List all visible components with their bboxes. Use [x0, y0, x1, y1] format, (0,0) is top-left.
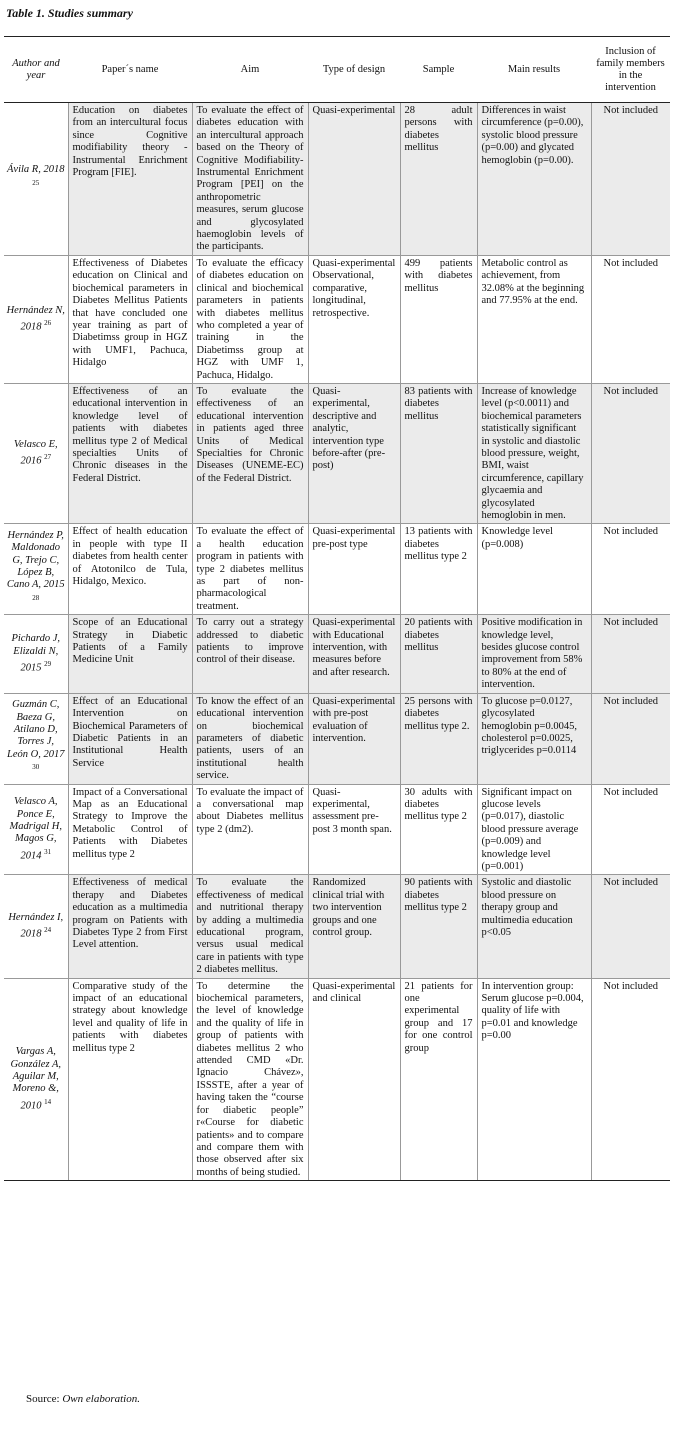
sample-cell: 21 patients for one experimental group and 17 for one control group — [400, 978, 477, 1181]
design-cell: Quasi-experimental with Educational intervention, with measures before and after research. — [308, 615, 400, 693]
paper-name-cell: Education on diabetes from an intercultural focus since Cognitive modifiability theory - Instrumental Enrichment Program [FIE]. — [68, 103, 192, 256]
author-name: Ávila R, 2018 — [7, 164, 65, 176]
header-results: Main results — [477, 37, 591, 103]
studies-table-container — [4, 36, 670, 1181]
reference-number: 25 — [32, 178, 40, 187]
table-row — [4, 693, 670, 784]
results-cell: Increase of knowledge level (p<0.0011) and biochemical parameters statistically significant in systolic and diastolic blood pressure, weight, BMI, waist circumference, capillary glycaemia and glycosylated hemoglobin in men. — [477, 383, 591, 523]
header-aim: Aim — [192, 37, 308, 103]
header-inclusion: Inclusion of family members in the intervention — [591, 37, 670, 103]
design-cell: Quasi-experimental Observational, comparative, longitudinal, retrospective. — [308, 255, 400, 383]
inclusion-cell: Not included — [591, 383, 670, 523]
source-note — [26, 1393, 140, 1405]
studies-summary-table — [4, 36, 670, 1181]
design-cell: Quasi-experimental and clinical — [308, 978, 400, 1181]
sample-cell: 83 patients with diabetes mellitus — [400, 383, 477, 523]
inclusion-cell: Not included — [591, 615, 670, 693]
author-cell — [4, 615, 68, 693]
results-cell: Metabolic control as achievement, from 32.08% at the beginning and 77.95% at the end. — [477, 255, 591, 383]
table-caption: Table 1. Studies summary — [6, 6, 133, 20]
reference-number: 31 — [44, 847, 52, 856]
sample-cell: 13 patients with diabetes mellitus type 2 — [400, 524, 477, 615]
author-name: Hernández P, Maldonado G, Trejo C, López B, Cano A, 2015 — [6, 529, 65, 591]
aim-cell: To evaluate the effectiveness of an educational intervention in patients aged three Units of Medical Specialties for Chronic Diseases (UNEME-EC) of the Federal District. — [192, 383, 308, 523]
design-cell: Quasi-experimental, assessment pre-post 3 month span. — [308, 784, 400, 875]
header-design: Type of design — [308, 37, 400, 103]
results-cell: Positive modification in knowledge level, besides glucose control improvement from 58% to 80% at the end of intervention. — [477, 615, 591, 693]
source-label: Source: — [26, 1393, 60, 1405]
paper-name-cell: Effectiveness of an educational intervention in knowledge level of patients with diabetes mellitus type 2 of Medical specialties Units of Chronic diseases in the Federal District. — [68, 383, 192, 523]
design-cell: Quasi-experimental pre-post type — [308, 524, 400, 615]
source-text: Own elaboration. — [62, 1393, 140, 1405]
author-name: Pichardo J, Elizaldi N, 2015 — [11, 633, 61, 674]
author-cell — [4, 875, 68, 978]
author-cell — [4, 784, 68, 875]
table-row — [4, 978, 670, 1181]
inclusion-cell: Not included — [591, 784, 670, 875]
design-cell: Quasi-experimental with pre-post evaluation of intervention. — [308, 693, 400, 784]
header-sample: Sample — [400, 37, 477, 103]
paper-name-cell: Comparative study of the impact of an educational strategy about knowledge level and quality of life in patients with diabetes mellitus type 2 — [68, 978, 192, 1181]
table-row — [4, 255, 670, 383]
results-cell: In intervention group: Serum glucose p=0.004, quality of life with p=0.01 and knowledge p=0.00 — [477, 978, 591, 1181]
aim-cell: To evaluate the effect of diabetes education with an intercultural approach based on the Theory of Cognitive Modifiability-Instrumental Enrichment Program [PEI] on the anthropometric measures, serum glucose and glycosylated haemoglobin levels of the participants. — [192, 103, 308, 256]
results-cell: To glucose p=0.0127, glycosylated hemoglobin p=0.0045, cholesterol p=0.0025, triglycerides p=0.0114 — [477, 693, 591, 784]
author-name: Guzmán C, Baeza G, Atilano D, Torres J, León O, 2017 — [7, 699, 65, 760]
aim-cell: To evaluate the impact of a conversational map about Diabetes mellitus type 2 (dm2). — [192, 784, 308, 875]
sample-cell: 499 patients with diabetes mellitus — [400, 255, 477, 383]
table-row — [4, 875, 670, 978]
author-cell — [4, 255, 68, 383]
results-cell: Significant impact on glucose levels (p=0.017), diastolic blood pressure average (p=0.009) and knowledge level (p=0.001) — [477, 784, 591, 875]
reference-number: 27 — [44, 453, 52, 462]
table-row — [4, 784, 670, 875]
reference-number: 30 — [32, 763, 40, 772]
author-cell — [4, 524, 68, 615]
table-header-row — [4, 37, 670, 103]
author-name: Velasco E, 2016 — [13, 439, 58, 467]
design-cell: Quasi-experimental, descriptive and analytic, intervention type before-after (pre-post) — [308, 383, 400, 523]
results-cell: Systolic and diastolic blood pressure on therapy group and multimedia education p<0.05 — [477, 875, 591, 978]
inclusion-cell: Not included — [591, 524, 670, 615]
sample-cell: 90 patients with diabetes mellitus type 2 — [400, 875, 477, 978]
reference-number: 26 — [44, 319, 52, 328]
results-cell: Knowledge level (p=0.008) — [477, 524, 591, 615]
paper-name-cell: Effect of an Educational Intervention on Biochemical Parameters of Diabetic Patients in an Institutional Health Service — [68, 693, 192, 784]
inclusion-cell: Not included — [591, 255, 670, 383]
sample-cell: 20 patients with diabetes mellitus — [400, 615, 477, 693]
inclusion-cell: Not included — [591, 103, 670, 256]
sample-cell: 28 adult persons with diabetes mellitus — [400, 103, 477, 256]
reference-number: 24 — [44, 926, 52, 935]
aim-cell: To evaluate the effectiveness of medical and nutritional therapy by adding a multimedia educational program, versus usual medical care in patients with type 2 diabetes mellitus. — [192, 875, 308, 978]
results-cell: Differences in waist circumference (p=0.00), systolic blood pressure (p=0.00) and glycated hemoglobin (p=0.00). — [477, 103, 591, 256]
reference-number: 28 — [32, 593, 40, 602]
aim-cell: To evaluate the effect of a health education program in patients with type 2 diabetes mellitus as part of non-pharmacological treatment. — [192, 524, 308, 615]
reference-number: 29 — [44, 659, 52, 668]
reference-number: 14 — [44, 1097, 52, 1106]
paper-name-cell: Effectiveness of medical therapy and Diabetes education as a multimedia program on Patients with Diabetes Type 2 from First Level attention. — [68, 875, 192, 978]
author-cell — [4, 693, 68, 784]
inclusion-cell: Not included — [591, 875, 670, 978]
author-name: Hernández N, 2018 — [6, 304, 65, 333]
paper-name-cell: Impact of a Conversational Map as an Educational Strategy to Improve the Metabolic Control of Patients with Diabetes mellitus type 2 — [68, 784, 192, 875]
inclusion-cell: Not included — [591, 693, 670, 784]
aim-cell: To determine the biochemical parameters, the level of knowledge and the quality of life in group of patients with diabetes mellitus 2 who attended CMD «Dr. Ignacio Chávez», ISSSTE, after a year of having taken the “course for diabetic people” r«Course for diabetic patients» and to compare and compare them with those observed after six months of being studied. — [192, 978, 308, 1181]
sample-cell: 25 persons with diabetes mellitus type 2. — [400, 693, 477, 784]
author-name: Vargas A, González A, Aguilar M, Moreno &, 2010 — [10, 1046, 62, 1112]
design-cell: Quasi-experimental — [308, 103, 400, 256]
author-name: Hernández I, 2018 — [8, 911, 64, 940]
table-body — [4, 103, 670, 1181]
table-row — [4, 615, 670, 693]
paper-name-cell: Effect of health education in people with type II diabetes from health center of Atotonilco de Tula, Hidalgo, Mexico. — [68, 524, 192, 615]
author-cell — [4, 383, 68, 523]
aim-cell: To evaluate the efficacy of diabetes education on clinical and biochemical parameters in patients with diabetes mellitus who completed a year of training in the Diabetimss group at HGZ with UMF 1, Pachuca, Hidalgo. — [192, 255, 308, 383]
author-cell — [4, 978, 68, 1181]
author-cell — [4, 103, 68, 256]
table-row — [4, 103, 670, 256]
design-cell: Randomized clinical trial with two intervention groups and one control group. — [308, 875, 400, 978]
aim-cell: To know the effect of an educational intervention on biochemical parameters of diabetic patients, users of an institutional health service. — [192, 693, 308, 784]
paper-name-cell: Scope of an Educational Strategy in Diabetic Patients of a Family Medicine Unit — [68, 615, 192, 693]
author-name: Velasco A, Ponce E, Madrigal H, Magos G, 2014 — [9, 796, 62, 862]
table-row — [4, 383, 670, 523]
aim-cell: To carry out a strategy addressed to diabetic patients to improve control of their disease. — [192, 615, 308, 693]
header-paper: Paper´s name — [68, 37, 192, 103]
paper-name-cell: Effectiveness of Diabetes education on Clinical and biochemical parameters in Diabetes Mellitus Patients that have concluded one year training as part of Diabetimss group in HGZ with UMF1, Pachuca, Hidalgo — [68, 255, 192, 383]
inclusion-cell: Not included — [591, 978, 670, 1181]
table-row — [4, 524, 670, 615]
sample-cell: 30 adults with diabetes mellitus type 2 — [400, 784, 477, 875]
header-author: Author and year — [4, 37, 68, 103]
